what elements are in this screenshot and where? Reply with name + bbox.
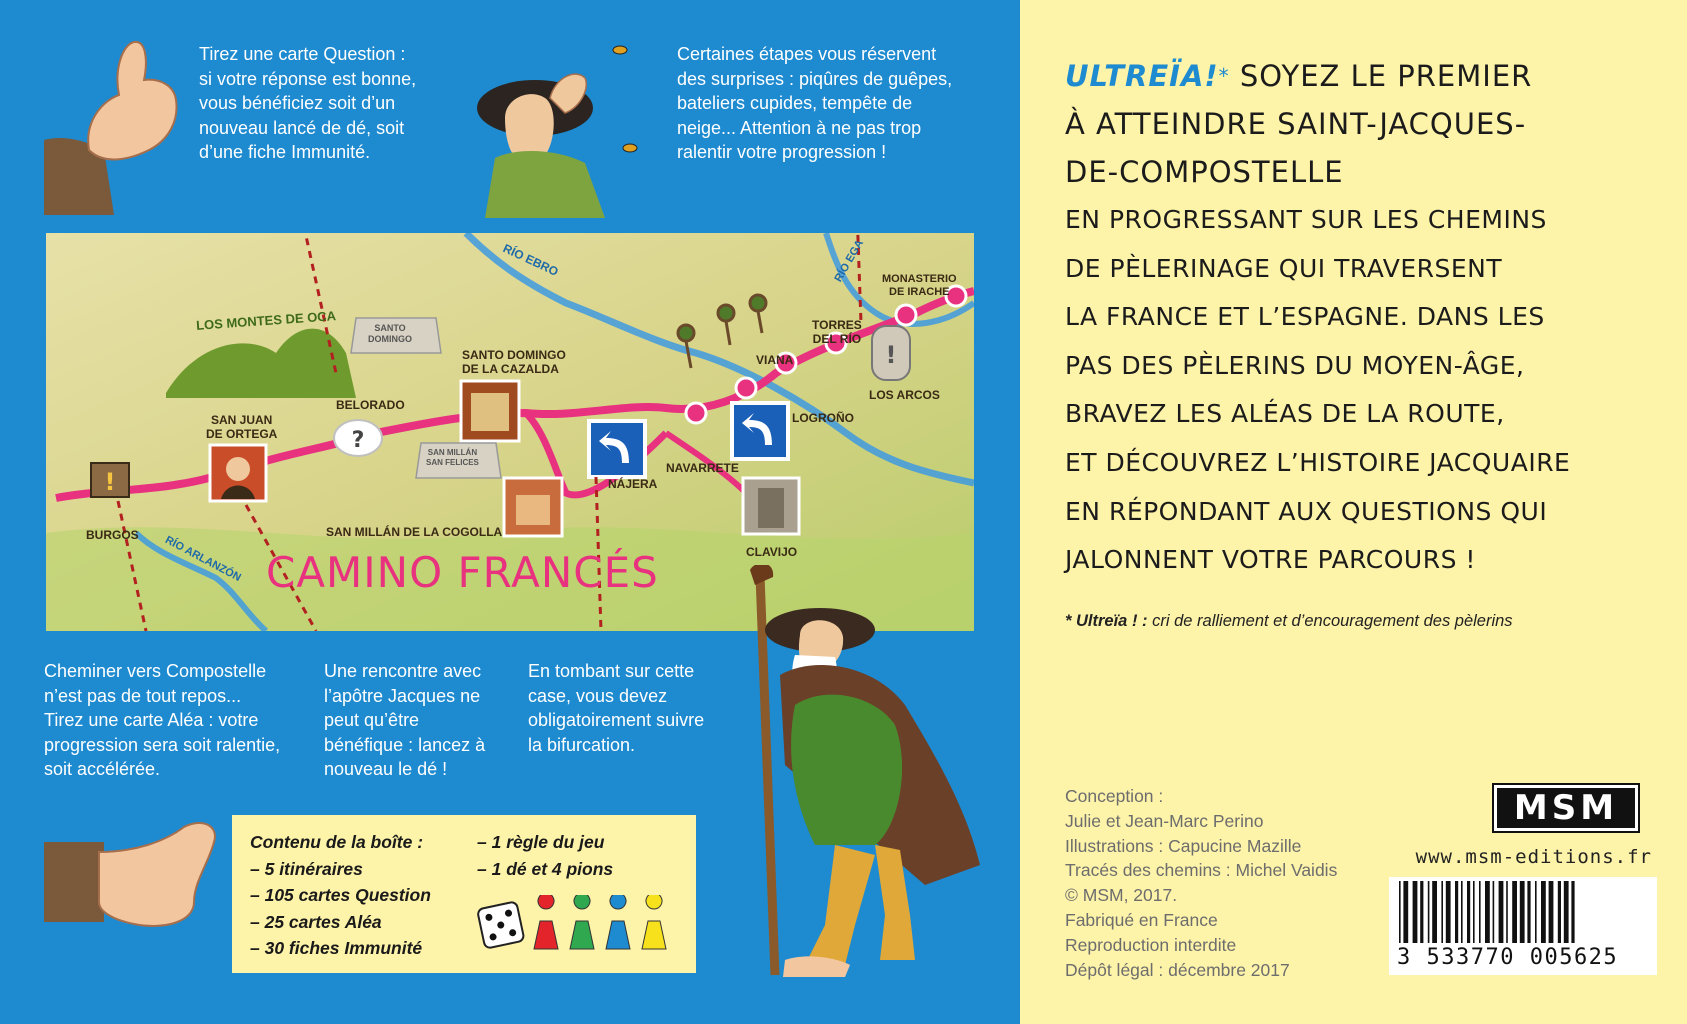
label-ega: RÍO EGA — [832, 237, 867, 285]
headline-line: ET DÉCOUVREZ L’HISTOIRE JACQUAIRE — [1065, 447, 1571, 477]
credits — [1065, 784, 1385, 982]
credit-line: Fabriqué en France — [1065, 909, 1218, 930]
publisher-website: www.msm-editions.fr — [1415, 846, 1652, 868]
content-item: – 105 cartes Question — [250, 885, 431, 905]
label-los-arcos: LOS ARCOS — [869, 388, 940, 402]
label-san-millan-sign: SAN MILLÁN SAN FELICES — [426, 448, 479, 467]
tip-jacques: Une rencontre avec l’apôtre Jacques ne peut qu’être bénéfique : lancez à nouveau le dé ! — [324, 661, 486, 779]
label-monasterio: MONASTERIO DE IRACHE — [882, 273, 957, 298]
tip-surprises: Certaines étapes vous réservent des surprises : piqûres de guêpes, bateliers cupides, tempête de neige... Attention à ne pas trop ralentir votre progression ! — [677, 44, 953, 162]
credit-line: Tracés des chemins : Michel Vaidis — [1065, 860, 1338, 881]
label-torres: TORRES DEL RÍO — [812, 318, 862, 346]
tip-bifurcation: En tombant sur cette case, vous devez obligatoirement suivre la bifurcation. — [528, 661, 705, 755]
headline-line: EN RÉPONDANT AUX QUESTIONS QUI — [1065, 496, 1548, 526]
headline-line: DE PÈLERINAGE QUI TRAVERSENT — [1065, 253, 1503, 283]
label-arlanzon: RÍO ARLANZÓN — [163, 534, 243, 584]
label-belorado: BELORADO — [336, 398, 405, 412]
footnote-definition: cri de ralliement et d’encouragement des pèlerins — [1147, 612, 1513, 630]
headline-line: SOYEZ LE PREMIER — [1229, 59, 1533, 93]
pawn-icon — [642, 895, 666, 949]
tip-alea-card: Cheminer vers Compostelle n’est pas de tout repos... Tirez une carte Aléa : votre progression sera soit ralentie, soit accélérée. — [44, 661, 281, 779]
headline-line: PAS DES PÈLERINS DU MOYEN-ÂGE, — [1065, 350, 1525, 380]
credit-line: Dépôt légal : décembre 2017 — [1065, 959, 1290, 980]
ultreia-star: * — [1218, 64, 1230, 88]
die-icon — [477, 901, 524, 948]
bare-foot-illustration — [44, 812, 224, 932]
content-item: – 25 cartes Aléa — [250, 911, 382, 932]
thumbs-up-illustration — [44, 40, 184, 215]
msm-logo — [1492, 783, 1640, 833]
content-item: – 5 itinéraires — [250, 858, 363, 879]
tip-question-card: Tirez une carte Question : si votre réponse est bonne, vous bénéficiez soit d’un nouveau lancé de dé, soit d’une fiche Immunité. — [199, 44, 417, 162]
content-item: – 1 règle du jeu — [477, 832, 605, 852]
headline — [1065, 52, 1675, 585]
credit-line: Julie et Jean-Marc Perino — [1065, 810, 1264, 831]
label-logrono: LOGROÑO — [792, 411, 854, 425]
box-contents-panel — [232, 815, 696, 973]
label-navarrete: NAVARRETE — [666, 461, 739, 475]
label-ebro: RÍO EBRO — [500, 241, 561, 279]
label-santo-domingo-sign: SANTO DOMINGO — [368, 323, 412, 344]
die-and-pawns — [476, 895, 676, 957]
ultreia-title: ULTREÏA! — [1065, 59, 1219, 93]
box-contents-title: Contenu de la boîte : — [250, 832, 424, 852]
headline-line: DE-COMPOSTELLE — [1065, 155, 1344, 189]
barcode — [1389, 877, 1657, 975]
label-viana: VIANA — [756, 353, 794, 367]
headline-line: BRAVEZ LES ALÉAS DE LA ROUTE, — [1065, 399, 1505, 429]
pilgrim-bees-illustration — [475, 38, 650, 218]
credit-line: © MSM, 2017. — [1065, 885, 1178, 906]
credit-line: Reproduction interdite — [1065, 934, 1237, 955]
content-item: – 1 dé et 4 pions — [477, 858, 614, 879]
pawn-icon — [570, 895, 594, 949]
svg-text:?: ? — [351, 428, 365, 453]
label-burgos: BURGOS — [86, 528, 139, 542]
label-san-juan: SAN JUAN DE ORTEGA — [206, 413, 278, 441]
headline-line: LA FRANCE ET L’ESPAGNE. DANS LES — [1065, 302, 1545, 332]
label-najera: NÁJERA — [608, 477, 658, 491]
footnote — [1065, 612, 1665, 631]
label-san-millan: SAN MILLÁN DE LA COGOLLA — [326, 525, 503, 539]
svg-text:!: ! — [104, 468, 116, 496]
credit-line: Illustrations : Capucine Mazille — [1065, 835, 1302, 856]
map-title: CAMINO FRANCÉS — [266, 548, 659, 597]
headline-line: EN PROGRESSANT SUR LES CHEMINS — [1065, 205, 1547, 234]
headline-line: À ATTEINDRE SAINT-JACQUES- — [1065, 107, 1527, 141]
pawn-icon — [606, 895, 630, 949]
right-panel — [1020, 0, 1687, 1024]
pawn-icon — [534, 895, 558, 949]
pilgrim-walking-illustration — [725, 565, 1020, 985]
barcode-bars — [1389, 881, 1657, 951]
msm-logo-text: MSM — [1497, 788, 1635, 828]
content-item: – 30 fiches Immunité — [250, 938, 423, 958]
footnote-term: * Ultreïa ! : — [1065, 612, 1148, 630]
label-mountains: LOS MONTES DE OCA — [195, 308, 337, 333]
barcode-digits: 3 533770 005625 — [1397, 945, 1619, 970]
label-clavijo: CLAVIJO — [746, 545, 798, 559]
headline-line: JALONNENT VOTRE PARCOURS ! — [1065, 545, 1476, 575]
credit-line: Conception : — [1065, 786, 1164, 806]
svg-text:!: ! — [885, 341, 897, 369]
label-santo-domingo: SANTO DOMINGO DE LA CAZALDA — [462, 348, 566, 376]
